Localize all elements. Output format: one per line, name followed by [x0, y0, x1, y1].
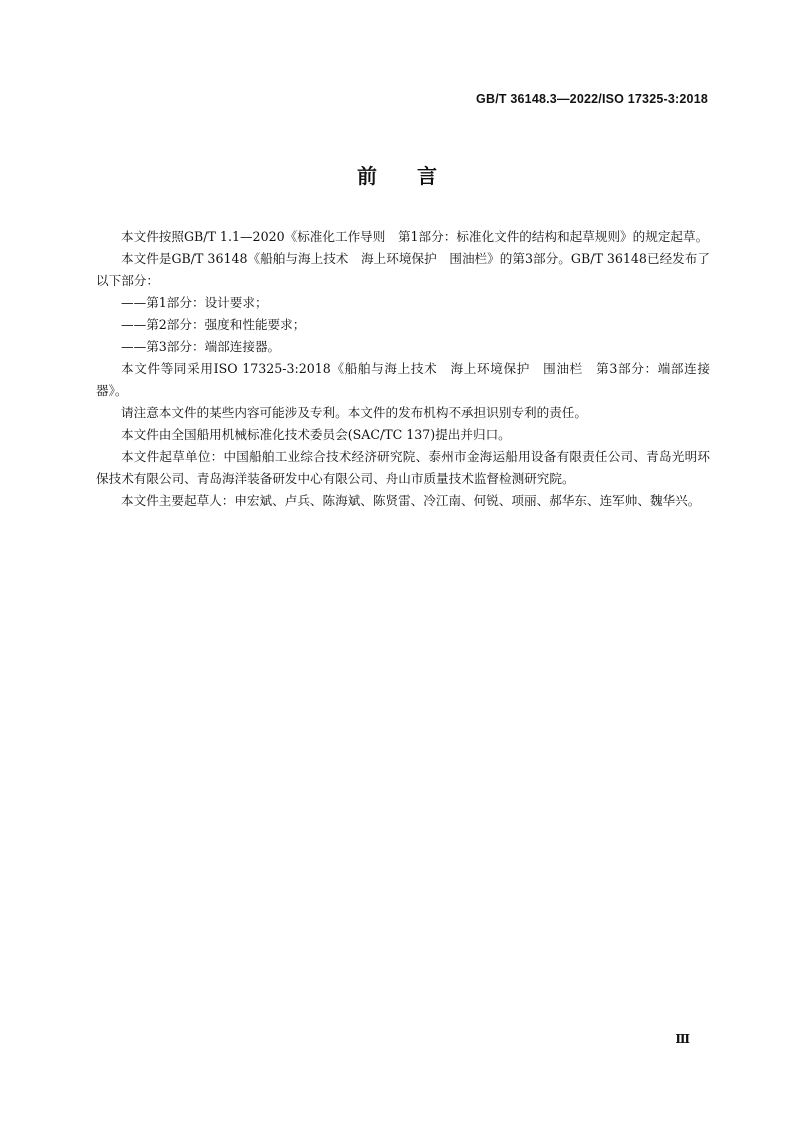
- page-title: 前言: [357, 164, 477, 188]
- paragraph-patent-notice: 请注意本文件的某些内容可能涉及专利。本文件的发布机构不承担识别专利的责任。: [121, 405, 587, 420]
- list-item-part-2: ——第2部分：强度和性能要求；: [121, 317, 306, 332]
- paragraph-committee: 本文件由全国船用机械标准化技术委员会(SAC/TC 137)提出并归口。: [121, 427, 511, 442]
- paragraph-drafting-units: 本文件起草单位：中国船舶工业综合技术经济研究院、泰州市金海运船用设备有限责任公司、青岛光明环保技术有限公司、青岛海洋装备研发中心有限公司、舟山市质量技术监督检测研究院。: [96, 449, 710, 486]
- standard-number-header: GB/T 36148.3—2022/ISO 17325-3:2018: [476, 92, 708, 106]
- paragraph-drafters: 本文件主要起草人：申宏斌、卢兵、陈海斌、陈贤雷、冷江南、何锐、项丽、郝华东、连军帅、魏华兴。: [121, 493, 701, 508]
- document-body: [96, 226, 710, 512]
- list-item-part-1: ——第1部分：设计要求；: [121, 295, 268, 310]
- list-item-part-3: ——第3部分：端部连接器。: [121, 339, 281, 354]
- paragraph-iso-adoption: 本文件等同采用ISO 17325-3:2018《船舶与海上技术 海上环境保护 围油栏 第3部分：端部连接器》。: [96, 361, 710, 398]
- paragraph-series-parts: 本文件是GB/T 36148《船舶与海上技术 海上环境保护 围油栏》的第3部分。GB/T 36148已经发布了以下部分：: [96, 251, 710, 288]
- page-number: Ⅲ: [675, 1032, 690, 1046]
- paragraph-drafting-rules: 本文件按照GB/T 1.1—2020《标准化工作导则 第1部分：标准化文件的结构和起草规则》的规定起草。: [121, 229, 709, 244]
